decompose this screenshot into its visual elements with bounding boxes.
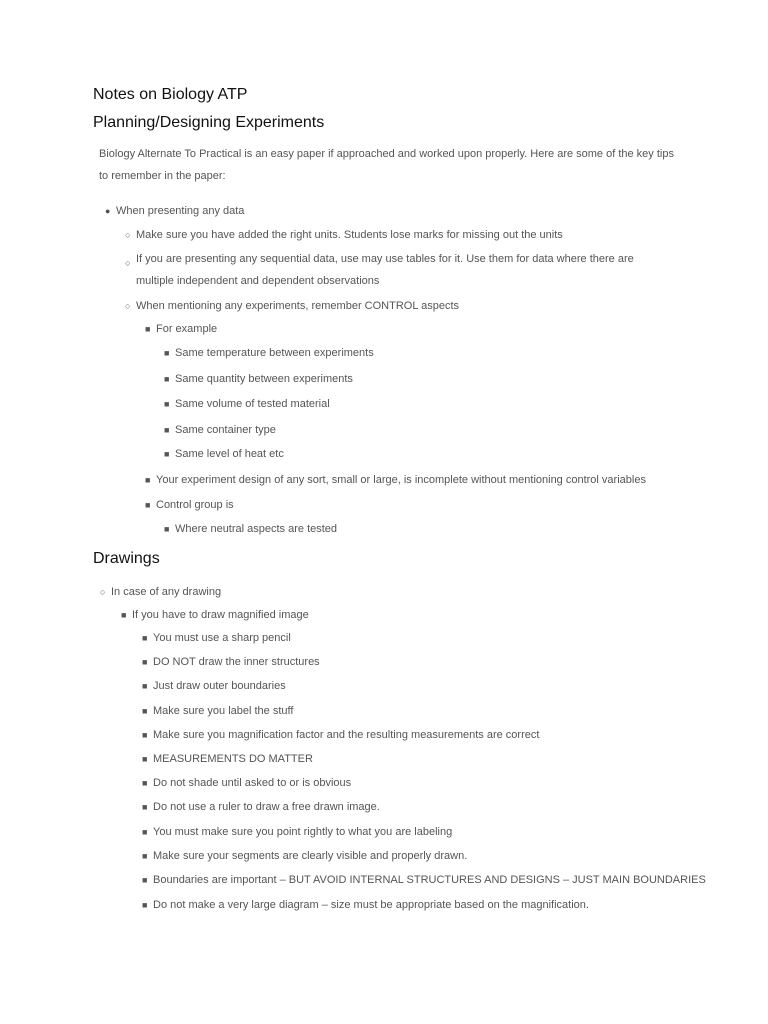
list-item: ■ Boundaries are important – BUT AVOID INTERNAL STRUCTURES AND DESIGNS – JUST MAIN BOUNDARIES (142, 874, 706, 886)
square-bullet-icon: ■ (164, 399, 170, 409)
list-item: ○ In case of any drawing (100, 586, 222, 598)
list-item: ■ Make sure you label the stuff (142, 705, 294, 717)
square-bullet-icon: ■ (164, 449, 170, 459)
circle-bullet-icon: ○ (125, 258, 131, 268)
square-bullet-icon: ■ (145, 324, 151, 334)
document-title: Notes on Biology ATP (93, 86, 248, 103)
square-bullet-icon: ■ (164, 524, 170, 534)
square-bullet-icon: ■ (121, 610, 127, 620)
list-item: ■ MEASUREMENTS DO MATTER (142, 753, 313, 765)
list-item: ● When presenting any data (105, 205, 245, 217)
square-bullet-icon: ■ (164, 425, 170, 435)
square-bullet-icon: ■ (164, 374, 170, 384)
list-item: ■ Same container type (164, 424, 276, 436)
list-item: ■ Same temperature between experiments (164, 347, 374, 359)
list-item: ■ Make sure your segments are clearly visible and properly drawn. (142, 850, 468, 862)
square-bullet-icon: ■ (142, 875, 148, 885)
square-bullet-icon: ■ (164, 348, 170, 358)
square-bullet-icon: ■ (145, 500, 151, 510)
square-bullet-icon: ■ (142, 754, 148, 764)
list-item: ■ Do not shade until asked to or is obvious (142, 777, 352, 789)
square-bullet-icon: ■ (142, 778, 148, 788)
list-item: ■ Where neutral aspects are tested (164, 523, 338, 535)
square-bullet-icon: ■ (142, 657, 148, 667)
square-bullet-icon: ■ (142, 633, 148, 643)
list-item: ■ For example (145, 323, 218, 335)
list-item: ■ You must use a sharp pencil (142, 632, 291, 644)
list-item: ■ Just draw outer boundaries (142, 680, 286, 692)
square-bullet-icon: ■ (142, 851, 148, 861)
section-heading-planning: Planning/Designing Experiments (93, 114, 325, 131)
intro-paragraph: Biology Alternate To Practical is an easy paper if approached and worked upon properly. Here are some of the key tips to remember in the paper: (99, 148, 674, 182)
square-bullet-icon: ■ (142, 730, 148, 740)
list-item: ■ Do not make a very large diagram – size must be appropriate based on the magnification. (142, 899, 589, 911)
square-bullet-icon: ■ (142, 681, 148, 691)
list-item: ■ If you have to draw magnified image (121, 609, 309, 621)
list-item: ■ Control group is (145, 499, 234, 511)
section-heading-drawings: Drawings (93, 550, 160, 567)
circle-bullet-icon: ○ (100, 587, 106, 597)
list-item: ■ DO NOT draw the inner structures (142, 656, 320, 668)
disc-bullet-icon: ● (105, 206, 111, 216)
square-bullet-icon: ■ (142, 802, 148, 812)
list-item: ■ Do not use a ruler to draw a free drawn image. (142, 801, 380, 813)
circle-bullet-icon: ○ (125, 230, 131, 240)
list-item: ■ Your experiment design of any sort, small or large, is incomplete without mentioning control variables (145, 474, 646, 486)
list-item: ○ When mentioning any experiments, remember CONTROL aspects (125, 300, 459, 312)
square-bullet-icon: ■ (145, 475, 151, 485)
square-bullet-icon: ■ (142, 706, 148, 716)
list-item: ■ Same level of heat etc (164, 448, 284, 460)
square-bullet-icon: ■ (142, 827, 148, 837)
list-item: ○ Make sure you have added the right units. Students lose marks for missing out the units (125, 229, 563, 241)
list-item: ■ You must make sure you point rightly to what you are labeling (142, 826, 453, 838)
list-item: ■ Make sure you magnification factor and the resulting measurements are correct (142, 729, 540, 741)
circle-bullet-icon: ○ (125, 301, 131, 311)
list-item: ■ Same quantity between experiments (164, 373, 353, 385)
list-item: ○ If you are presenting any sequential data, use may use tables for it. Use them for data where there are multiple independent and dependent observations (125, 253, 634, 287)
square-bullet-icon: ■ (142, 900, 148, 910)
list-item: ■ Same volume of tested material (164, 398, 330, 410)
